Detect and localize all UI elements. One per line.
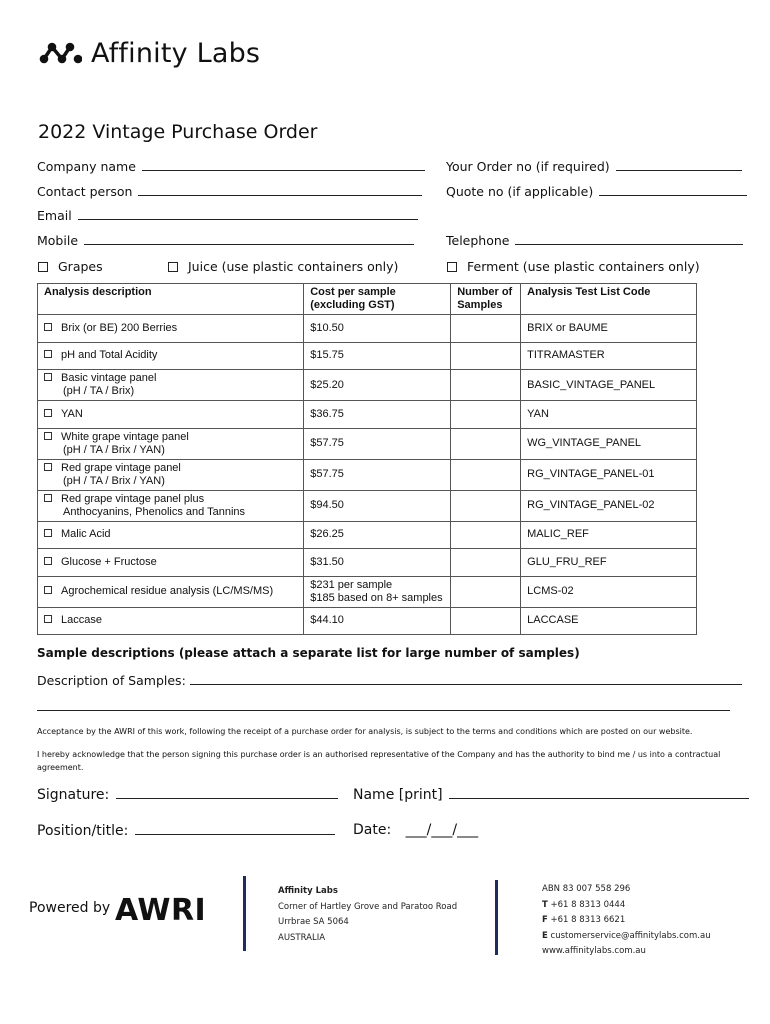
footer-address-line2: Urrbrae SA 5064 <box>278 917 349 927</box>
email-input-line[interactable] <box>78 209 418 220</box>
cost-text: $31.50 <box>310 555 344 568</box>
cost-text: $231 per sample <box>310 578 393 591</box>
cost-text: $44.10 <box>310 614 344 627</box>
footer-address <box>278 884 457 946</box>
analysis-description-cell[interactable] <box>38 490 304 521</box>
grapes-option[interactable] <box>38 259 103 274</box>
cost-text: $57.75 <box>310 468 344 480</box>
analysis-table <box>37 283 697 635</box>
signature-input-line[interactable] <box>116 786 338 799</box>
quote-no-field[interactable] <box>446 184 747 199</box>
cost-cell <box>304 315 451 343</box>
analysis-description-cell[interactable] <box>38 549 304 577</box>
test-list-code-cell: YAN <box>521 401 697 429</box>
footer-address-country: AUSTRALIA <box>278 932 326 943</box>
analysis-description-cell[interactable] <box>38 401 304 429</box>
cost-text: $25.20 <box>310 378 344 391</box>
analysis-description-text: Glucose + Fructose <box>61 555 157 568</box>
table-row <box>38 401 697 429</box>
table-row <box>38 576 697 607</box>
analysis-description-text: Red grape vintage panel <box>61 461 181 474</box>
analysis-description-cell[interactable] <box>38 315 304 343</box>
analysis-description-text: Red grape vintage panel plus <box>61 492 205 505</box>
analysis-description-subtext: (pH / TA / Brix) <box>63 385 135 397</box>
juice-checkbox[interactable] <box>168 262 178 272</box>
number-of-samples-input[interactable] <box>451 576 521 607</box>
grapes-label: Grapes <box>58 259 103 274</box>
analysis-description-subtext: Anthocyanins, Phenolics and Tannins <box>63 505 246 518</box>
position-title-field[interactable] <box>37 822 335 839</box>
cost-text: $10.50 <box>310 321 344 334</box>
number-of-samples-input[interactable] <box>451 370 521 401</box>
analysis-description-text: White grape vintage panel <box>61 430 189 443</box>
order-no-label: Your Order no (if required) <box>446 159 610 174</box>
name-print-input-line[interactable] <box>449 786 749 799</box>
number-of-samples-input[interactable] <box>451 459 521 490</box>
analysis-description-subtext: (pH / TA / Brix / YAN) <box>63 474 165 487</box>
name-print-label: Name [print] <box>353 787 443 803</box>
test-list-code-cell: MALIC_REF <box>521 521 697 549</box>
analysis-checkbox[interactable] <box>44 586 52 594</box>
juice-option[interactable] <box>168 259 398 274</box>
table-row <box>38 370 697 401</box>
analysis-checkbox[interactable] <box>44 323 52 331</box>
grapes-checkbox[interactable] <box>38 262 48 272</box>
telephone-field[interactable] <box>446 233 743 248</box>
order-no-input-line[interactable] <box>616 160 742 171</box>
footer-fax: F +61 8 8313 6621 <box>542 915 626 925</box>
table-body <box>38 315 697 635</box>
logo-text: Affinity Labs <box>91 37 261 69</box>
test-list-code-cell: TITRAMASTER <box>521 342 697 370</box>
cost-cell <box>304 401 451 429</box>
footer-contact <box>542 882 711 960</box>
signature-label: Signature: <box>37 787 110 803</box>
name-print-field[interactable] <box>353 786 749 803</box>
footer-phone: T +61 8 8313 0444 <box>542 899 626 910</box>
table-header-row <box>38 284 697 315</box>
email-field[interactable] <box>37 208 418 223</box>
order-no-field[interactable] <box>446 159 742 174</box>
cost-text: $26.25 <box>310 528 344 541</box>
table-row <box>38 549 697 577</box>
table-row <box>38 490 697 521</box>
table-row <box>38 428 697 459</box>
cost-cell <box>304 342 451 370</box>
analysis-description-text: Brix (or BE) 200 Berries <box>61 321 178 334</box>
test-list-code-cell: RG_VINTAGE_PANEL-02 <box>521 490 697 521</box>
powered-by-text: Powered by <box>29 900 111 916</box>
date-label: Date: <box>353 822 392 838</box>
header-analysis-description: Analysis description <box>38 284 304 315</box>
company-name-label: Company name <box>37 159 136 174</box>
email-label: Email <box>37 208 72 223</box>
quote-no-input-line[interactable] <box>599 185 747 196</box>
footer-address-line1: Corner of Hartley Grove and Paratoo Road <box>278 901 458 912</box>
analysis-checkbox[interactable] <box>44 615 52 623</box>
position-title-label: Position/title: <box>37 823 129 839</box>
header-test-list-code: Analysis Test List Code <box>521 284 697 315</box>
analysis-description-text: Laccase <box>61 614 102 627</box>
analysis-checkbox[interactable] <box>44 373 52 381</box>
number-of-samples-input[interactable] <box>451 401 521 429</box>
date-field[interactable] <box>353 822 478 838</box>
telephone-input-line[interactable] <box>515 234 743 245</box>
contact-person-field[interactable] <box>37 184 422 199</box>
analysis-description-text: pH and Total Acidity <box>61 349 158 362</box>
mobile-label: Mobile <box>37 233 79 248</box>
number-of-samples-input[interactable] <box>451 490 521 521</box>
contact-person-label: Contact person <box>37 184 133 199</box>
description-input-line[interactable] <box>190 674 742 685</box>
test-list-code-cell: LACCASE <box>521 607 697 635</box>
cost-subtext: $185 based on 8+ samples <box>310 591 443 604</box>
acknowledge-text: I hereby acknowledge that the person signing this purchase order is an authorised representative of the Company and has the authority to bind me / us into a contractual agreement. <box>37 750 721 772</box>
cost-cell <box>304 607 451 635</box>
affinity-molecule-logo-icon <box>38 40 82 66</box>
analysis-description-cell[interactable] <box>38 607 304 635</box>
company-name-input-line[interactable] <box>142 160 425 171</box>
footer-website-link[interactable]: www.affinitylabs.com.au <box>542 946 646 956</box>
ferment-label: Ferment (use plastic containers only) <box>467 259 700 274</box>
analysis-checkbox[interactable] <box>44 350 52 358</box>
analysis-checkbox[interactable] <box>44 529 52 537</box>
footer-address-company: Affinity Labs <box>278 886 338 896</box>
acceptance-text: Acceptance by the AWRI of this work, following the receipt of a purchase order for analysis, is subject to the terms and conditions which are posted on our website. <box>37 727 693 736</box>
table-row <box>38 342 697 370</box>
footer-divider-right <box>495 880 498 955</box>
cost-text: $94.50 <box>310 499 344 511</box>
footer-divider-left <box>243 876 246 951</box>
header-cost-per-sample: Cost per sample (excluding GST) <box>304 284 451 315</box>
description-of-samples-label: Description of Samples: <box>37 673 186 688</box>
cost-cell <box>304 521 451 549</box>
signature-field[interactable] <box>37 786 338 803</box>
sample-descriptions-heading: Sample descriptions (please attach a separate list for large number of samples) <box>37 646 580 660</box>
test-list-code-cell: LCMS-02 <box>521 576 697 607</box>
analysis-checkbox[interactable] <box>44 557 52 565</box>
affinity-labs-logo <box>38 36 260 70</box>
cost-cell <box>304 576 451 607</box>
test-list-code-cell: BRIX or BAUME <box>521 315 697 343</box>
cost-text: $57.75 <box>310 437 344 449</box>
analysis-description-cell[interactable] <box>38 459 304 490</box>
number-of-samples-input[interactable] <box>451 549 521 577</box>
analysis-description-cell[interactable] <box>38 342 304 370</box>
mobile-input-line[interactable] <box>84 234 414 245</box>
analysis-description-cell[interactable] <box>38 521 304 549</box>
number-of-samples-input[interactable] <box>451 428 521 459</box>
test-list-code-cell: GLU_FRU_REF <box>521 549 697 577</box>
cost-text: $36.75 <box>310 407 344 420</box>
position-title-input-line[interactable] <box>135 822 335 835</box>
test-list-code-cell: RG_VINTAGE_PANEL-01 <box>521 459 697 490</box>
description-of-samples-field[interactable] <box>37 673 742 688</box>
number-of-samples-input[interactable] <box>451 315 521 343</box>
description-second-line[interactable] <box>37 710 730 711</box>
analysis-checkbox[interactable] <box>44 409 52 417</box>
footer-email: E customerservice@affinitylabs.com.au <box>542 930 711 941</box>
table-row <box>38 521 697 549</box>
test-list-code-cell: WG_VINTAGE_PANEL <box>521 428 697 459</box>
analysis-description-cell[interactable] <box>38 370 304 401</box>
analysis-description-text: YAN <box>61 407 83 420</box>
analysis-checkbox[interactable] <box>44 494 52 502</box>
footer-email-link[interactable]: customerservice@affinitylabs.com.au <box>550 930 711 941</box>
cost-cell <box>304 490 451 521</box>
juice-label: Juice (use plastic containers only) <box>188 259 399 274</box>
analysis-description-text: Agrochemical residue analysis (LC/MS/MS) <box>61 585 274 597</box>
analysis-description-cell[interactable] <box>38 576 304 607</box>
analysis-description-text: Malic Acid <box>61 528 111 541</box>
telephone-label: Telephone <box>446 233 510 248</box>
analysis-checkbox[interactable] <box>44 432 52 440</box>
table-row <box>38 315 697 343</box>
ferment-checkbox[interactable] <box>447 262 457 272</box>
analysis-description-subtext: (pH / TA / Brix / YAN) <box>63 443 165 456</box>
number-of-samples-input[interactable] <box>451 521 521 549</box>
contact-person-input-line[interactable] <box>138 185 422 196</box>
test-list-code-cell: BASIC_VINTAGE_PANEL <box>521 370 697 401</box>
footer-abn: ABN 83 007 558 296 <box>542 884 631 894</box>
header-number-of-samples: Number of Samples <box>451 284 521 315</box>
analysis-description-text: Basic vintage panel <box>61 372 157 384</box>
company-name-field[interactable] <box>37 159 425 174</box>
table-row <box>38 607 697 635</box>
ferment-option[interactable] <box>447 259 700 274</box>
number-of-samples-input[interactable] <box>451 607 521 635</box>
table-row <box>38 459 697 490</box>
cost-cell <box>304 549 451 577</box>
cost-text: $15.75 <box>310 349 344 362</box>
page-title: 2022 Vintage Purchase Order <box>38 121 318 143</box>
cost-cell <box>304 428 451 459</box>
analysis-checkbox[interactable] <box>44 463 52 471</box>
number-of-samples-input[interactable] <box>451 342 521 370</box>
quote-no-label: Quote no (if applicable) <box>446 184 594 199</box>
cost-cell <box>304 370 451 401</box>
mobile-field[interactable] <box>37 233 414 248</box>
date-input[interactable]: ___/___/___ <box>405 822 479 838</box>
cost-cell <box>304 459 451 490</box>
analysis-description-cell[interactable] <box>38 428 304 459</box>
awri-logo: AWRI <box>115 893 207 928</box>
